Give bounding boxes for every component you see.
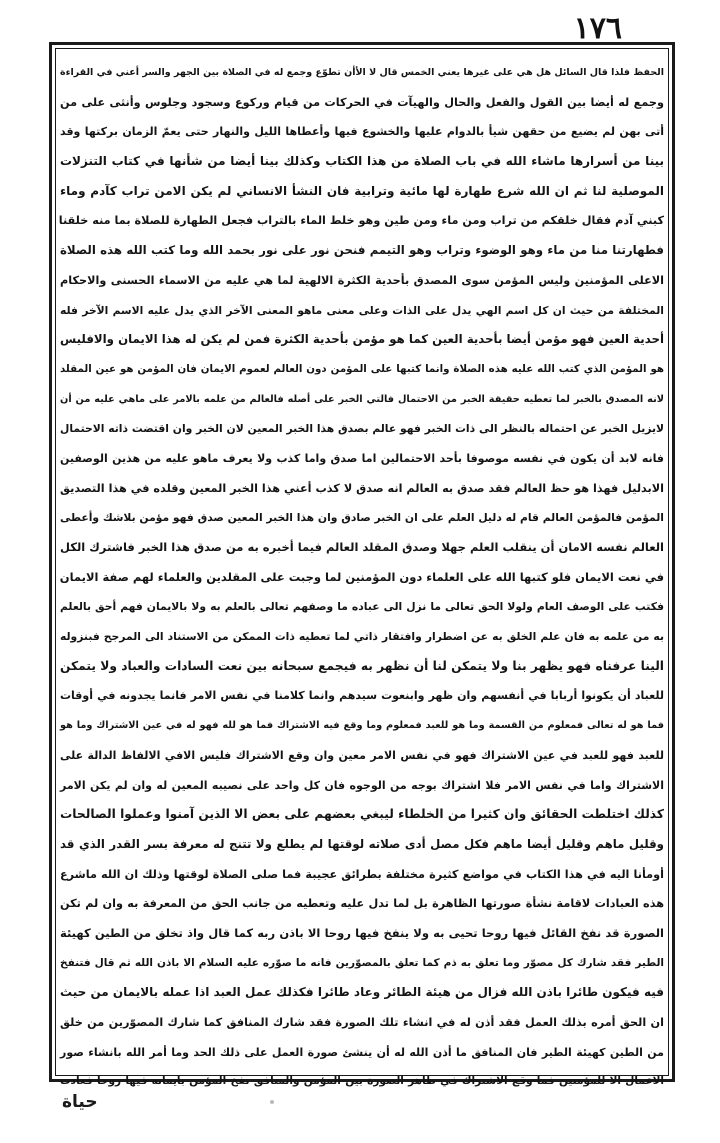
text-line: الحفظ فلذا قال السائل هل هي على غيرها يعني الخمس قال لا الأأن تطوّع وجمع له في الصلاة بين الجهر والسر أعني في القراءة: [60, 67, 664, 78]
text-line: فكتب على الوصف العام ولولا الحق تعالى ما نزل الى عباده ما وصفهم تعالى بالعلم به ولا بالايمان فهم أحق بالعلم: [60, 600, 664, 614]
page-speck: [270, 1100, 274, 1104]
text-line: كذلك اختلطت الحقائق وان كثيرا من الخلطاء ليبغي بعضهم على بعض الا الذين آمنوا وعملوا الصالحات: [60, 807, 664, 822]
text-line: وجمع له أيضا بين القول والفعل والحال والهيآت في الحركات من قيام وركوع وسجود وجلوس وأنثى على من: [60, 95, 664, 109]
text-line: الينا عرفناه فهو يظهر بنا ولا يتمكن لنا أن نظهر به فيجمع سبحانه بين نعت السادات والعباد ولا يتمكن: [60, 658, 664, 673]
catchword: حياة: [62, 1092, 98, 1112]
text-line: الاعمال الا للمؤمنين فما وقع الاشتراك في ظاهر الصورة بين المؤمن والمنافق نفخ المؤمن بايمانه فيها روحا فعادت: [60, 1075, 664, 1088]
text-line: للعبد فهو للعبد في عين الاشتراك فهو في نفس الامر معين وان وقع الاشتراك فليس الافي الالفاظ الدالة على: [60, 748, 664, 762]
text-line: للعباد أن يكونوا أربابا في أنفسهم وان ظهر وابنعوت سيدهم وانما كلامنا في نفس الامر فانما يجدونه في أوقات: [60, 689, 664, 703]
text-line: أومأنا اليه في هذا الكتاب في مواضع كثيرة مختلفة بطرائق عجيبة فما صلى الصلاة لوقتها وذلك ان الله ماشرع: [60, 867, 664, 881]
text-line: وقليل ماهم وقليل أيضا ماهم فكل مصل أدى صلاته لوقتها لم يطلع ولا تتنج له معرفة بسر القدر الذي قد: [60, 836, 664, 851]
text-line: هو المؤمن الذي كتب الله عليه هذه الصلاة وانما كتبها على المؤمن دون العالم لعموم الايمان فان المؤمن هو عين المقلد: [60, 362, 664, 375]
text-line: فيه فيكون طائرا باذن الله فزال من هيئة الطائر وعاد طائرا فكذلك عمل العبد اذا عمله بالايمان من حيث: [60, 985, 664, 1000]
text-line: الاشتراك واما في نفس الامر فلا اشتراك بوجه من الوجوه فان كل واحد على نصيبه المعين له وان لم يكن الامر: [60, 778, 664, 792]
text-line: الصورة قد نفخ القائل فيها روحا تحيى به ولا ينفخ فيها روحا الا باذن ربه كما قال واذ تخلق من الطين كهيئة: [60, 925, 664, 940]
main-text-block: [58, 58, 664, 1088]
text-line: لانه المصدق بالخبر لما تعطيه حقيقة الخبر من الاحتمال فالتي الخبر على أصله فالعالم من علمه بالامر على ماهي عليه من أن: [60, 393, 664, 405]
page-number: ١٧٦: [573, 11, 622, 46]
text-line: الاعلى المؤمنين وليس المؤمن سوى المصدق بأحدية الكثرة الالهية لما هي عليه من الاسماء الحسنى والاحكام: [60, 273, 664, 287]
text-line: الموصلية لنا ثم ان الله شرع طهارة لها مائية وترابية فان النشأ الانساني لم يكن الامن تراب كآدم وماء: [60, 183, 664, 198]
text-line: الطير فقد شارك كل مصوّر وما تعلق به ذم كما تعلق بالمصوّرين فانه ما صوّره عليه السلام الا باذن الله ثم قال فتنفخ: [60, 956, 664, 969]
text-line: ان الحق أمره بذلك العمل فقد أذن له في انشاء تلك الصورة فقد شارك المنافق كما شارك المصوّرين من خلق: [60, 1016, 664, 1029]
text-line: المؤمن فالمؤمن العالم قام له دليل العلم على ان الخبر صادق وان هذا الخبر المعين صدق فهو مؤمن بلاشك وأعطى: [60, 511, 664, 525]
text-line: فانه لابد أن يكون في نفسه موصوفا بأحد الاحتمالين اما صدق واما كذب ولا يعرف ماهو عليه من هذين الوصفين: [60, 451, 664, 465]
text-line: أتى بهن لم يضيع من حقهن شيأ بالدوام عليها والخشوع فيها وأعطاها الليل والنهار حتى يعمّ الزمان بركتها وقد: [60, 125, 664, 139]
text-line: من الطين كهيئة الطير فان المنافق ما أذن الله له أن ينشئ صورة العمل على ذلك الحد وما أمر الله بانشاء صور: [60, 1045, 664, 1059]
text-line: فما هو له تعالى فمعلوم من القسمة وما هو للعبد فمعلوم وما وقع فيه الاشتراك فما هو لله فهو له في عين الاشتراك وما هو: [60, 720, 664, 732]
text-line: به من علمه به فان علم الخلق به عن اضطرار وافتقار ذاتي لما تعطيه ذات الممكن من الاستناد الى المرجح فبنزوله: [60, 630, 664, 644]
text-line: الابدليل فهذا هو حظ العالم فقد صدق به العالم انه صدق لا كذب أعني هذا الخبر المعين وقلده في هذا التصديق: [60, 481, 664, 495]
text-line: المختلفة من حيث ان كل اسم الهي يدل على الذات وعلى معنى ماهو المعنى الآخر الذي يدل عليه الاسم الآخر فله: [60, 303, 664, 317]
text-line: أحدية العين فهو مؤمن أيضا بأحدية العين كما هو مؤمن بأحدية الكثرة فمن لم يكن له هذا الايمان والافليس: [60, 332, 664, 347]
text-line: العالم نفسه الامان أن ينقلب العلم جهلا وصدق المقلد العالم فيما أخبره به من صدق هذا الخبر فاشترك الكل: [60, 540, 664, 554]
text-line: لايزيل الخبر عن احتماله بالنظر الى ذات الخبر فهو عالم بصدق هذا الخبر المعين لان الخبر وان اقتضت ذاته الاحتمال: [60, 422, 664, 436]
text-line: كبني آدم فقال خلقكم من تراب ومن ماء ومن طين وهو خلط الماء بالتراب فجعل الطهارة للصلاة بما منه خلقنا: [58, 214, 664, 228]
text-line: بينا من أسرارها ماشاء الله في باب الصلاة من هذا الكتاب وكذلك بينا أيضا من شأنها في كتاب التنزلات: [60, 154, 664, 169]
text-line: في نعت الايمان فلو كتبها الله على العلماء دون المؤمنين لما وجبت على المقلدين والعلماء لهم صفة الايمان: [59, 569, 664, 584]
text-line: فطهارتنا منا من ماء وهو الوضوء وتراب وهو التيمم فنحن نور على نور بحمد الله وما كتب الله هذه الصلاة: [60, 243, 664, 258]
text-line: هذه العبادات لاقامة نشأة صورتها الظاهرة بل لما تدل عليه وتعطيه من جانب الحق من المعرفة به وان لم تكن: [60, 897, 664, 911]
